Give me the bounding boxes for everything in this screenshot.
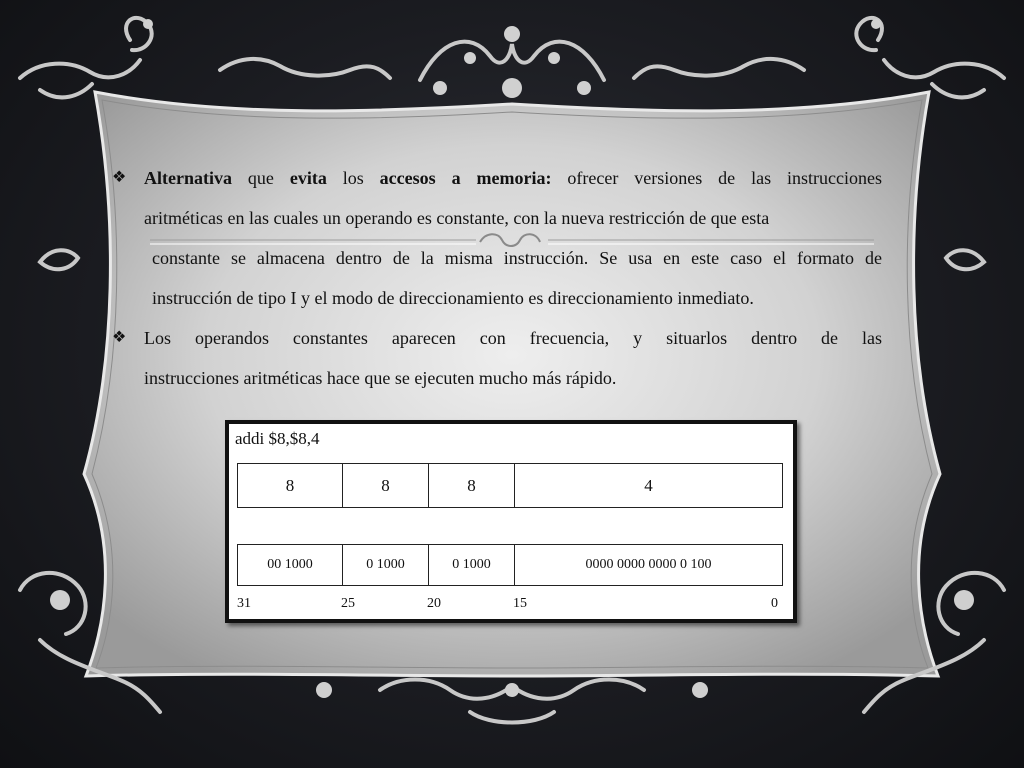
text-segment: ofrecer versiones de las instrucciones [551,168,882,188]
field-cell: 0000 0000 0000 0 100 [585,557,712,572]
paragraph-line: Los operandos constantes aparecen con frecuencia, y situarlos dentro de las [144,328,882,348]
bold-term: accesos a memoria: [379,168,552,188]
figure-title: addi $8,$8,4 [235,429,320,448]
diamond-bullet-icon: ❖ [112,329,127,346]
field-cell: 0 1000 [343,545,429,585]
bit-position-label: 0 [771,596,778,611]
field-cell: 8 [429,464,515,507]
bold-term: evita [289,168,327,188]
paragraph-line: instrucciones aritméticas hace que se ejecuten mucho más rápido. [144,368,617,388]
field-cell: 0 1000 [429,545,515,585]
bit-position-label: 25 [341,596,355,611]
paragraph-alternativa [112,158,882,318]
bit-position-label: 20 [427,596,441,611]
paragraph-line [144,158,882,198]
paragraph-line: instrucción de tipo I y el modo de direccionamiento es direccionamiento inmediato. [152,288,754,308]
paragraph-line: aritméticas en las cuales un operando es constante, con la nueva restricción de que esta [144,208,770,228]
bit-position-label: 15 [513,596,527,611]
field-cell: 8 [343,464,429,507]
instruction-format-figure [225,420,797,623]
decimal-fields-row [237,463,783,508]
field-cell: 00 1000 [238,545,343,585]
field-cell: 4 [644,475,653,495]
binary-fields-row [237,544,783,586]
text-segment: los [326,168,380,188]
text-segment: que [231,168,290,188]
bit-position-label: 31 [237,596,251,611]
slide-text [112,158,882,398]
paragraph-line: constante se almacena dentro de la misma instrucción. Se usa en este caso el formato de [152,248,882,268]
bold-term: Alternativa [144,168,232,188]
diamond-bullet-icon: ❖ [112,169,127,186]
field-cell: 8 [238,464,343,507]
paragraph-operandos [112,318,882,398]
